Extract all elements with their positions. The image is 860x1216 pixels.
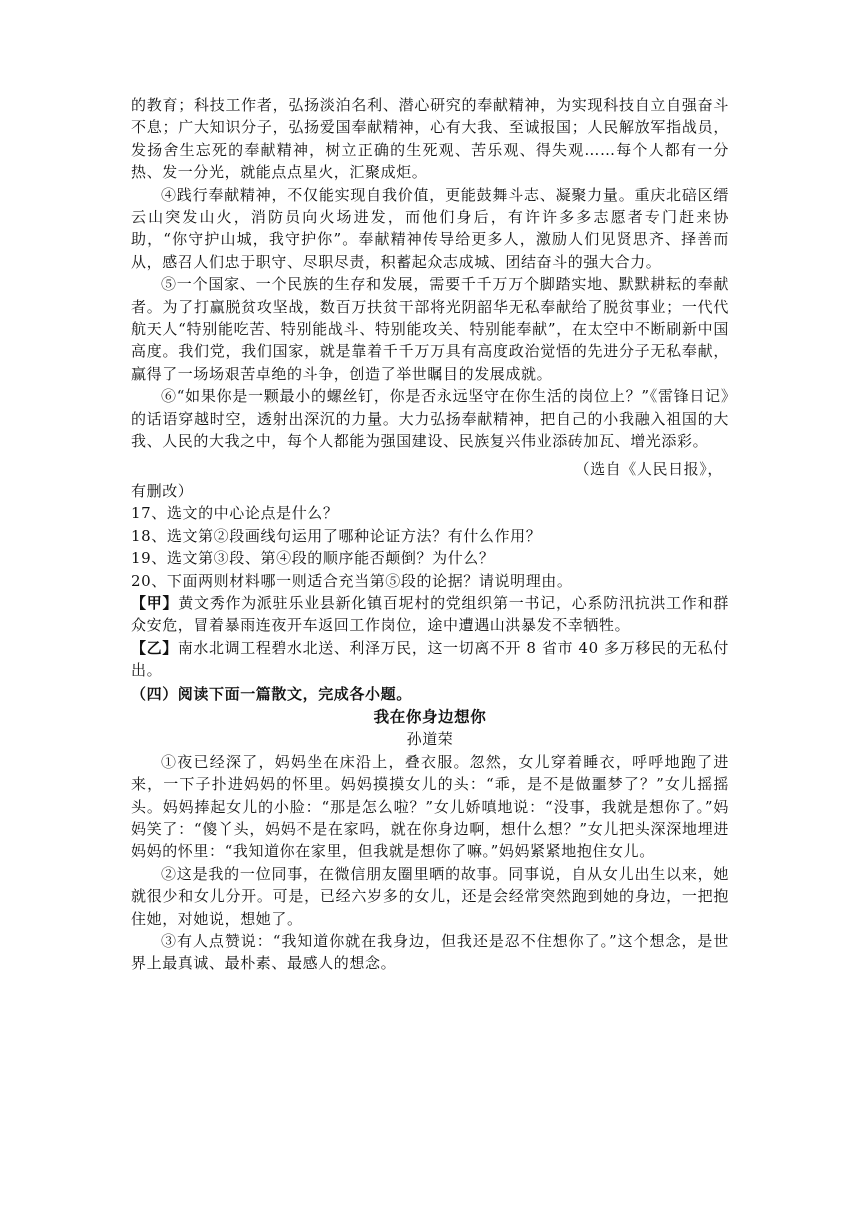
section-heading: （四）阅读下面一篇散文，完成各小题。: [131, 684, 412, 703]
essay-title: 我在你身边想你: [373, 707, 487, 726]
material-jia-text: 黄文秀作为派驻乐业县新化镇百坭村的党组织第一书记，心系防汛抗洪工作和群众安危，冒着暴雨连夜开车返回工作岗位，途中遭遇山洪暴发不幸牺牲。: [131, 593, 729, 635]
material-yi: [131, 637, 729, 682]
passage-para4: ④践行奉献精神，不仅能实现自我价值，更能鼓舞斗志、凝聚力量。重庆北碚区缙云山突发山火，消防员向火场进发，而他们身后，有许许多多志愿者专门赶来协助，“你守护山城，我守护你”。奉献精神传导给更多人，激励人们见贤思齐、择善而从，感召人们忠于职守、尽职尽责，积蓄起众志成城、团结奋斗的强大合力。: [131, 185, 729, 271]
material-jia: [131, 592, 729, 637]
material-jia-label: 【甲】: [131, 593, 179, 612]
question-20: 20、下面两则材料哪一则适合充当第⑤段的论据？请说明理由。: [131, 571, 573, 590]
material-yi-label: 【乙】: [131, 638, 178, 657]
question-17: 17、选文的中心论点是什么？: [131, 504, 339, 523]
document-content: [131, 94, 729, 975]
passage-para5: ⑤一个国家、一个民族的生存和发展，需要千千万万个脚踏实地、默默耕耘的奉献者。为了打赢脱贫攻坚战，数百万扶贫干部将光阴韶华无私奉献给了脱贫事业；一代代航天人“特别能吃苦、特别能战斗、特别能攻关、特别能奉献”，在太空中不断刷新中国高度。我们党，我们国家，就是靠着千千万万具有高度政治觉悟的先进分子无私奉献，赢得了一场场艰苦卓绝的斗争，创造了举世瞩目的发展成就。: [131, 275, 729, 383]
passage-para3-tail: 的教育；科技工作者，弘扬淡泊名利、潜心研究的奉献精神，为实现科技自立自强奋斗不息；广大知识分子，弘扬爱国奉献精神，心有大我、至诚报国；人民解放军指战员，发扬舍生忘死的奉献精神，树立正确的生死观、苦乐观、得失观……每个人都有一分热、发一分光，就能点点星火，汇聚成炬。: [131, 96, 729, 182]
essay-para2: ②这是我的一位同事，在微信朋友圈里晒的故事。同事说，自从女儿出生以来，她就很少和女儿分开。可是，已经六岁多的女儿，还是会经常突然跑到她的身边，一把抱住她，对她说，想她了。: [131, 864, 729, 928]
question-19: 19、选文第③段、第④段的顺序能否颠倒？为什么？: [131, 549, 495, 568]
essay-author: 孙道荣: [406, 730, 454, 749]
passage-source-cont: 有删改）: [131, 481, 194, 500]
passage-source: （选自《人民日报》，: [574, 459, 723, 478]
question-18: 18、选文第②段画线句运用了哪种论证方法？有什么作用？: [131, 526, 542, 545]
essay-para1: ①夜已经深了，妈妈坐在床沿上，叠衣服。忽然，女儿穿着睡衣，呼呼地跑了进来，一下子扑进妈妈的怀里。妈妈摸摸女儿的头：“乖，是不是做噩梦了？”女儿摇摇头。妈妈捧起女儿的小脸：“那是怎么啦？”女儿娇嗔地说：“没事，我就是想你了。”妈妈笑了：“傻丫头，妈妈不是在家吗，就在你身边啊，想什么想？”女儿把头深深地埋进妈妈的怀里：“我知道你在家里，但我就是想你了嘛。”妈妈紧紧地抱住女儿。: [131, 752, 729, 861]
essay-para3: ③有人点赞说：“我知道你就在我身边，但我还是忍不住想你了。”这个想念，是世界上最真诚、最朴素、最感人的想念。: [131, 932, 729, 973]
passage-para6: ⑥“如果你是一颗最小的螺丝钉，你是否永远坚守在你生活的岗位上？”《雷锋日记》的话语穿越时空，透射出深沉的力量。大力弘扬奉献精神，把自己的小我融入祖国的大我、人民的大我之中，每个人都能为强国建设、民族复兴伟业添砖加瓦、增光添彩。: [131, 387, 729, 451]
material-yi-text: 南水北调工程碧水北送、利泽万民，这一切离不开 8 省市 40 多万移民的无私付出。: [131, 638, 729, 680]
